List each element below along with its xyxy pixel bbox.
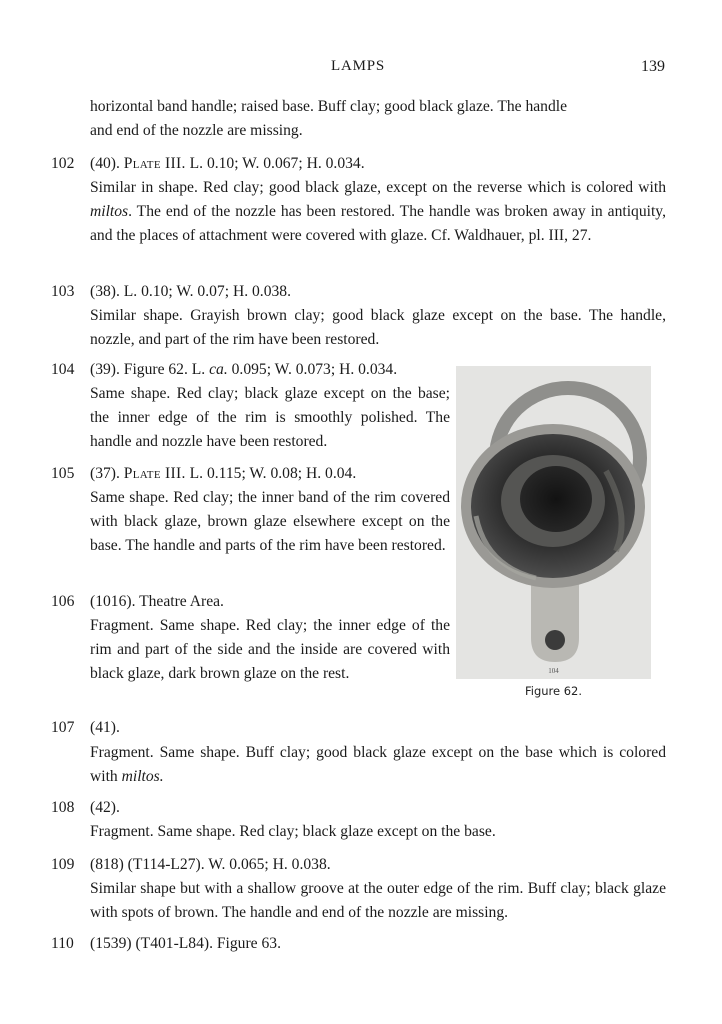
entry-description: Fragment. Same shape. Red clay; black glaze except on the base. — [90, 823, 496, 840]
intro-line-1: horizontal band handle; raised base. Buff clay; good black glaze. The handle — [90, 98, 568, 115]
entry-text-a: Similar in shape. Red clay; good black glaze, except on the reverse which is colored with — [90, 179, 666, 196]
entry-description: Similar shape but with a shallow groove at the outer edge of the rim. Buff clay; black glaze with spots of brown. The handle and end of the nozzle are missing. — [90, 880, 666, 921]
entry-number: 108 — [51, 799, 75, 816]
entry-description: Same shape. Red clay; the inner band of the rim covered with black glaze, brown glaze elsewhere except on the base. The handle and parts of the rim have been restored. — [90, 489, 450, 554]
entry-heading-a: (39). Figure 62. L. — [90, 361, 210, 378]
entry-heading — [90, 358, 397, 382]
entry-heading: (1016). Theatre Area. — [90, 593, 224, 610]
entry-description: Same shape. Red clay; black glaze except on the base; the inner edge of the rim is smoothly polished. The handle and nozzle have been restored. — [90, 385, 450, 450]
entry-text-italic: miltos. — [121, 768, 164, 785]
figure-plate-number: 104 — [548, 667, 559, 675]
entry-heading-italic: ca. — [209, 361, 228, 378]
entry-description: Similar shape. Grayish brown clay; good black glaze except on the base. The handle, nozzle, and part of the rim have been restored. — [90, 307, 666, 348]
entry-heading-b: 0.095; W. 0.073; H. 0.034. — [227, 361, 398, 378]
entry-number: 104 — [51, 361, 75, 378]
lamp-photograph — [456, 366, 651, 679]
entry-number: 102 — [51, 155, 75, 172]
entry-number: 110 — [51, 935, 74, 952]
entry-heading: (42). — [90, 799, 120, 816]
page-number: 139 — [641, 58, 665, 75]
entry-number: 105 — [51, 465, 75, 482]
entry-text-b: . The end of the nozzle has been restored. The handle was broken away in antiquity, and the places of attachment were covered with glaze. Cf. Waldhauer, pl. III, 27. — [90, 203, 666, 244]
plate-reference: Plate III. — [123, 155, 186, 172]
entry-heading-a: (37). — [90, 465, 124, 482]
entry-heading — [90, 462, 356, 486]
entry-description: Fragment. Same shape. Red clay; the inner edge of the rim and part of the side and the inside are covered with black glaze, dark brown glaze on the rest. — [90, 617, 450, 682]
figure-caption: Figure 62. — [524, 684, 583, 698]
entry-heading: (41). — [90, 719, 120, 736]
entry-text-a: Fragment. Same shape. Buff clay; good black glaze except on the base which is colored with — [90, 744, 666, 785]
lamp-illustration — [456, 366, 651, 679]
entry-description — [90, 741, 666, 789]
plate-reference: Plate III. — [123, 465, 186, 482]
entry-number: 109 — [51, 856, 75, 873]
entry-number: 107 — [51, 719, 75, 736]
entry-description — [90, 176, 666, 248]
entry-text-italic: miltos — [90, 203, 129, 220]
entry-heading-a: (40). — [90, 155, 124, 172]
entry-heading — [90, 152, 365, 176]
intro-line-2: and end of the nozzle are missing. — [90, 122, 303, 139]
entry-number: 106 — [51, 593, 75, 610]
entry-number: 103 — [51, 283, 75, 300]
entry-heading: (38). L. 0.10; W. 0.07; H. 0.038. — [90, 283, 291, 300]
entry-heading: (1539) (T401-L84). Figure 63. — [90, 935, 281, 952]
entry-heading-b: L. 0.115; W. 0.08; H. 0.04. — [185, 465, 357, 482]
entry-heading-b: L. 0.10; W. 0.067; H. 0.034. — [185, 155, 365, 172]
running-header-title: LAMPS — [331, 58, 386, 74]
entry-heading: (818) (T114-L27). W. 0.065; H. 0.038. — [90, 856, 331, 873]
